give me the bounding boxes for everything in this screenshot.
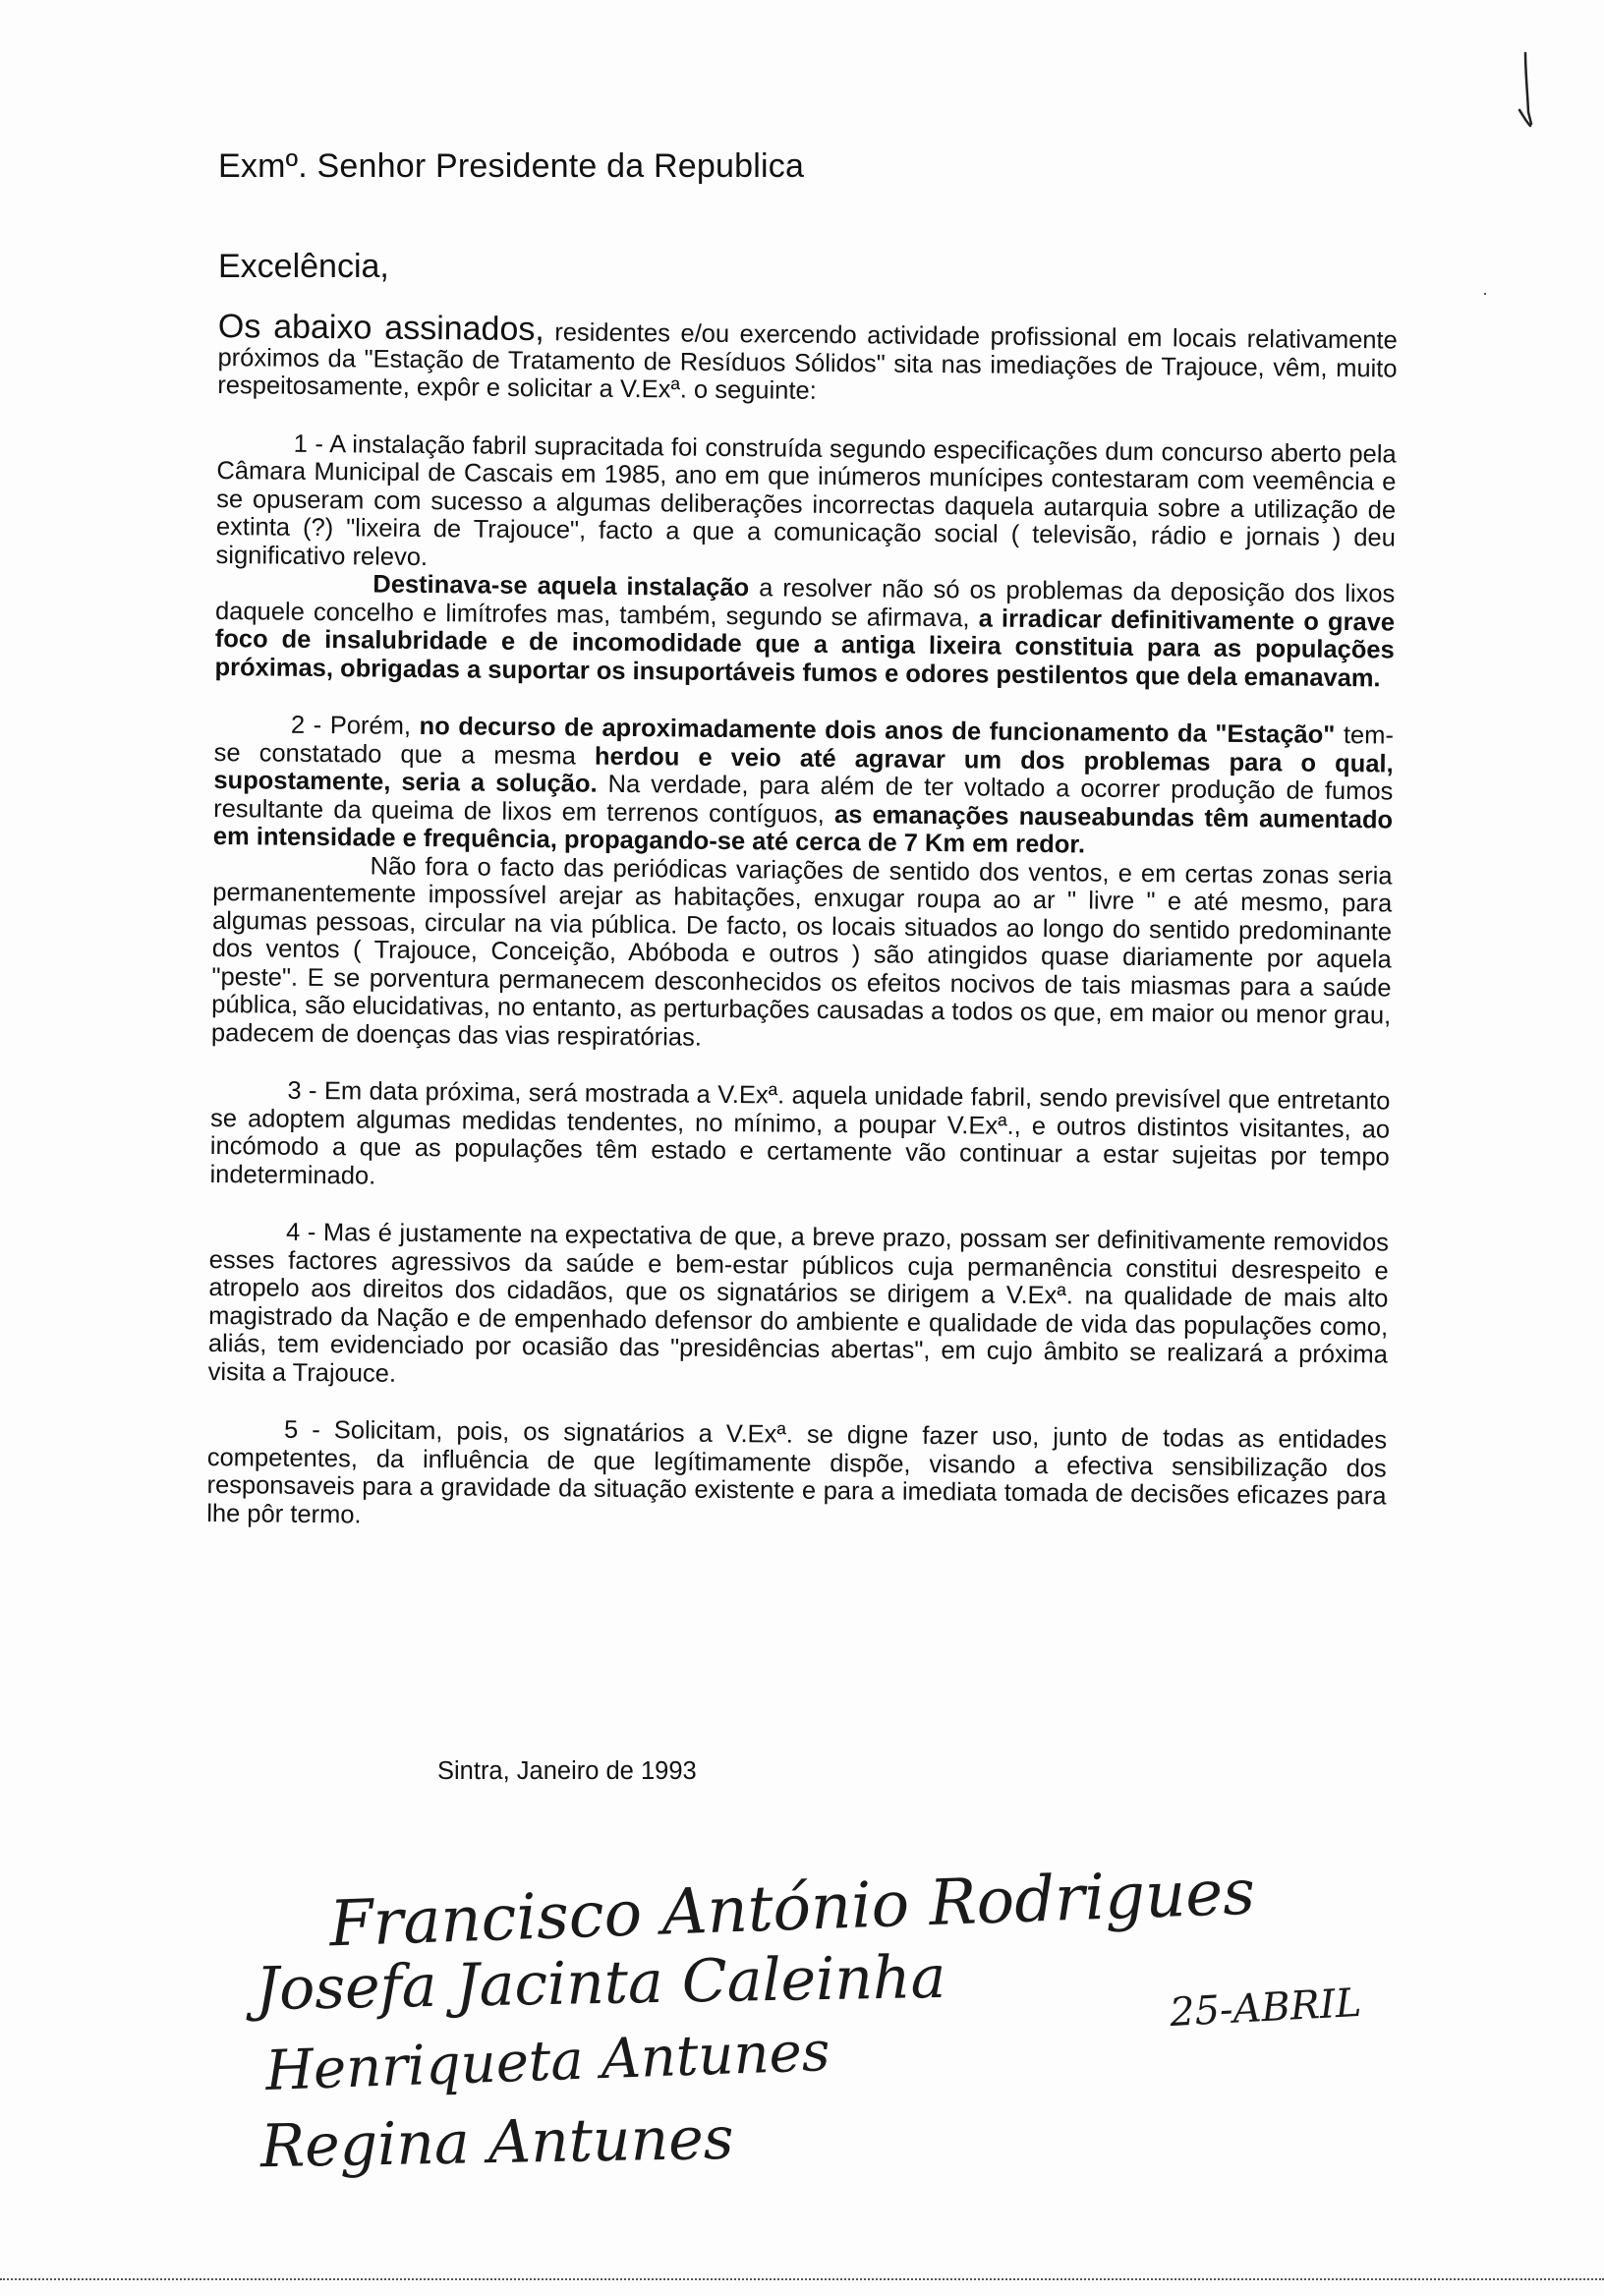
p2-text-3: Na verdade, para além de ter voltado a ocorrer produção de fumos resultante da queima de lixos em terrenos contíguos,	[213, 770, 1394, 829]
paragraph-2b: Não fora o facto das periódicas variações de sentido dos ventos, e em certas zonas seria permanentemente impossível arejar as habitações, enxugar roupa ao ar " livre " e até mesmo, para algumas pessoas, circular na via pública. De facto, os locais situados ao longo do sentido predominante dos ventos ( Trajouce, Conceição, Abóboda e outros ) são atingidos quase diariamente por aquela "peste". E se porventura permanecem desconhecidos os efeitos nocivos de tais miasmas para a saúde pública, são elucidativas, no entanto, as perturbações causadas a todos os que, em maior ou menor grau, padecem de doenças das vias respiratórias.	[210, 852, 1393, 1052]
letter-body	[206, 308, 1398, 1568]
intro-lead: Os abaixo assinados,	[217, 308, 544, 349]
paragraph-3: 3 - Em data próxima, será mostrada a V.Exª. aquela unidade fabril, sendo previsível que entretanto se adoptem algumas medidas tendentes, no mínimo, a poupar V.Exª., e outros distintos visitantes, ao incómodo a que as populações têm estado e certamente vão continuar a estar sujeitas por tempo indeterminado.	[209, 1076, 1391, 1190]
paragraph-1: 1 - A instalação fabril supracitada foi construída segundo especificações dum concurso aberto pela Câmara Municipal de Cascais em 1985, ano em que inúmeros munícipes contestaram com veemência e se opuseram com sucesso a algumas deliberações incorrectas daquela autarquia sobre a utilização de extinta (?) "lixeira de Trajouce", facto a que a comunicação social ( televisão, rádio e jornais ) deu significativo relevo.	[215, 430, 1397, 571]
paragraph-5: 5 - Solicitam, pois, os signatários a V.Exª. se digne fazer uso, junto de todas as entidades competentes, da influência de que legítimamente dispõe, visando a efectiva sensibilização dos responsaveis para a gravidade da situação existente e para a imediata tomada de decisões eficazes para lhe pôr termo.	[206, 1415, 1388, 1528]
scan-speck: ·	[1482, 283, 1488, 303]
p1b-bold-2: a irradicar definitivamente o grave foco de insalubridade e de incomodidade que a antiga lixeira constituia para as populações próximas, obrigadas a suportar os insuportáveis fumos e odores pestilentos que dela emanavam.	[214, 603, 1396, 692]
handwritten-date: 25-ABRIL	[1168, 1980, 1363, 2037]
signature-2: Josefa Jacinta Caleinha	[255, 1942, 946, 2025]
intro-text: residentes e/ou exercendo actividade profissional em locais relativamente próximos da "Estação de Tratamento de Resíduos Sólidos" sita nas imediações de Trajouce, vêm, muito respeitosamente, expôr e solicitar a V.Exª. o seguinte:	[217, 318, 1398, 405]
paragraph-1b	[214, 569, 1395, 693]
signature-block	[255, 1856, 1523, 2197]
handwritten-check-mark	[1512, 51, 1541, 130]
p2-bold-1: no decurso de aproximadamente dois anos de funcionamento da "Estação"	[419, 712, 1336, 749]
paragraph-4: 4 - Mas é justamente na expectativa de que, a breve prazo, possam ser definitivamente removidos esses factores agressivos da saúde e bem-estar públicos cuja permanência constitui desrespeito e atropelo aos direitos dos cidadãos, que os signatários se dirigem a V.Exª. na qualidade de mais alto magistrado da Nação e de empenhado defensor do ambiente e qualidade de vida das populações como, aliás, tem evidenciado por ocasião das "presidências abertas", em cujo âmbito se realizará a próxima visita a Trajouce.	[207, 1218, 1390, 1388]
place-and-date: Sintra, Janeiro de 1993	[437, 1757, 697, 1785]
greeting: Excelência,	[218, 248, 389, 285]
p2-bold-2: herdou e veio até agravar um dos problemas para o qual, supostamente, seria a solução.	[213, 742, 1394, 798]
p2-text-2: tem-se constatado que a mesma	[213, 720, 1395, 771]
p1b-text-1: a resolver não só os problemas da deposição dos lixos daquele concelho e limítrofes mas, também, segundo se afirmava,	[214, 574, 1396, 632]
bottom-scan-edge	[0, 2278, 1604, 2280]
p2-bold-3: as emanações nauseabundas têm aumentado em intensidade e frequência, propagando-se até cerca de 7 Km em redor.	[212, 800, 1394, 859]
intro-paragraph	[217, 308, 1398, 411]
signature-4: Regina Antunes	[259, 2103, 735, 2182]
salutation: Exmº. Senhor Presidente da Republica	[218, 147, 805, 185]
p2-text-1: 2 - Porém,	[290, 711, 420, 740]
p1b-bold-1: Destinava-se aquela instalação	[372, 570, 750, 603]
paragraph-2	[213, 711, 1394, 862]
signature-1: Francisco António Rodrigues	[327, 1856, 1257, 1962]
signature-3: Henriqueta Antunes	[264, 2019, 831, 2104]
